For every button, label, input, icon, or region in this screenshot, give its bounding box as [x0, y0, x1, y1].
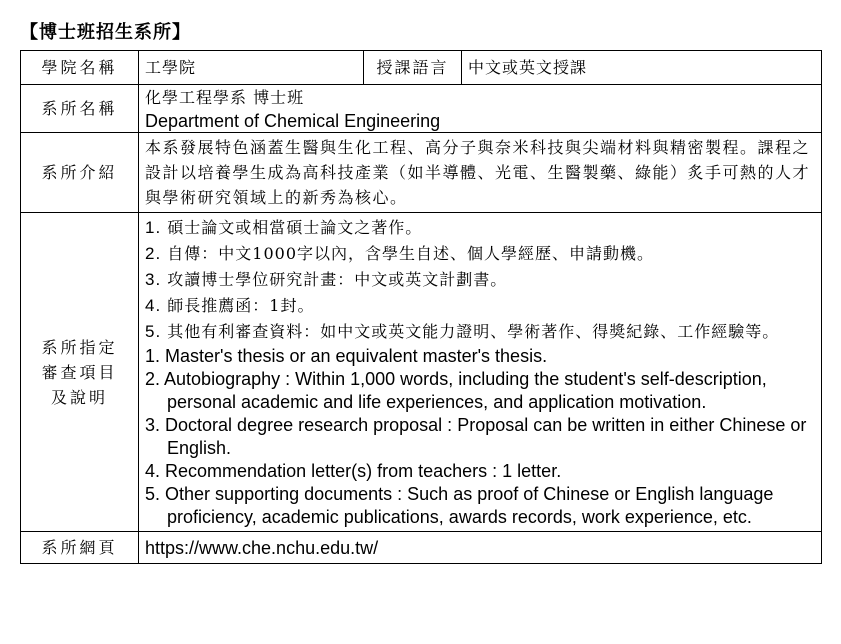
list-item: 3. Doctoral degree research proposal : Proposal can be written in either Chinese or English. — [145, 415, 807, 458]
language-label: 授課語言 — [364, 51, 462, 85]
review-label-line-3: 及說明 — [50, 387, 108, 407]
list-item: 3. 攻讀博士學位研究計畫：中文或英文計劃書。 — [145, 270, 508, 289]
section-heading: 【博士班招生系所】 — [20, 22, 191, 43]
introduction-row — [21, 133, 822, 213]
list-item: 2. Autobiography : Within 1,000 words, including the student's self-description, personal academic and life experiences, and application motivation. — [145, 369, 767, 412]
list-item: 4. Recommendation letter(s) from teachers : 1 letter. — [145, 461, 562, 481]
review-label-line-1: 系所指定 — [41, 337, 118, 357]
list-item: 1. Master's thesis or an equivalent master's thesis. — [145, 346, 548, 366]
college-value: 工學院 — [139, 51, 364, 85]
review-items-label — [21, 213, 139, 532]
website-label: 系所網頁 — [21, 532, 139, 564]
department-row — [21, 85, 822, 133]
introduction-label: 系所介紹 — [21, 133, 139, 213]
department-value — [139, 85, 822, 133]
language-value: 中文或英文授課 — [462, 51, 822, 85]
website-link[interactable]: https://www.che.nchu.edu.tw/ — [139, 532, 822, 564]
admission-info-table — [20, 50, 822, 564]
college-label: 學院名稱 — [21, 51, 139, 85]
review-items-row — [21, 213, 822, 532]
list-item: 2. 自傳：中文1000字以內，含學生自述、個人學經歷、申請動機。 — [145, 244, 655, 263]
list-item: 1. 碩士論文或相當碩士論文之著作。 — [145, 218, 423, 237]
college-row — [21, 51, 822, 85]
review-label-line-2: 審查項目 — [41, 362, 118, 382]
department-name-zh: 化學工程學系 博士班 — [145, 87, 305, 107]
department-name-en: Department of Chemical Engineering — [145, 110, 441, 131]
review-items-content — [139, 213, 822, 532]
list-item: 5. 其他有利審查資料：如中文或英文能力證明、學術著作、得獎紀錄、工作經驗等。 — [145, 322, 780, 341]
list-item: 5. Other supporting documents : Such as proof of Chinese or English language proficiency, academic publications, awards records, work experience, etc. — [145, 484, 774, 527]
website-row — [21, 532, 822, 564]
department-label: 系所名稱 — [21, 85, 139, 133]
list-item: 4. 師長推薦函：1封。 — [145, 296, 315, 315]
introduction-text: 本系發展特色涵蓋生醫與生化工程、高分子與奈米科技與尖端材料與精密製程。課程之設計以培養學生成為高科技產業（如半導體、光電、生醫製藥、綠能）炙手可熱的人才與學術研究領域上的新秀為核心。 — [139, 133, 822, 213]
review-items-en-list — [145, 345, 815, 529]
review-items-zh-list — [145, 215, 815, 345]
